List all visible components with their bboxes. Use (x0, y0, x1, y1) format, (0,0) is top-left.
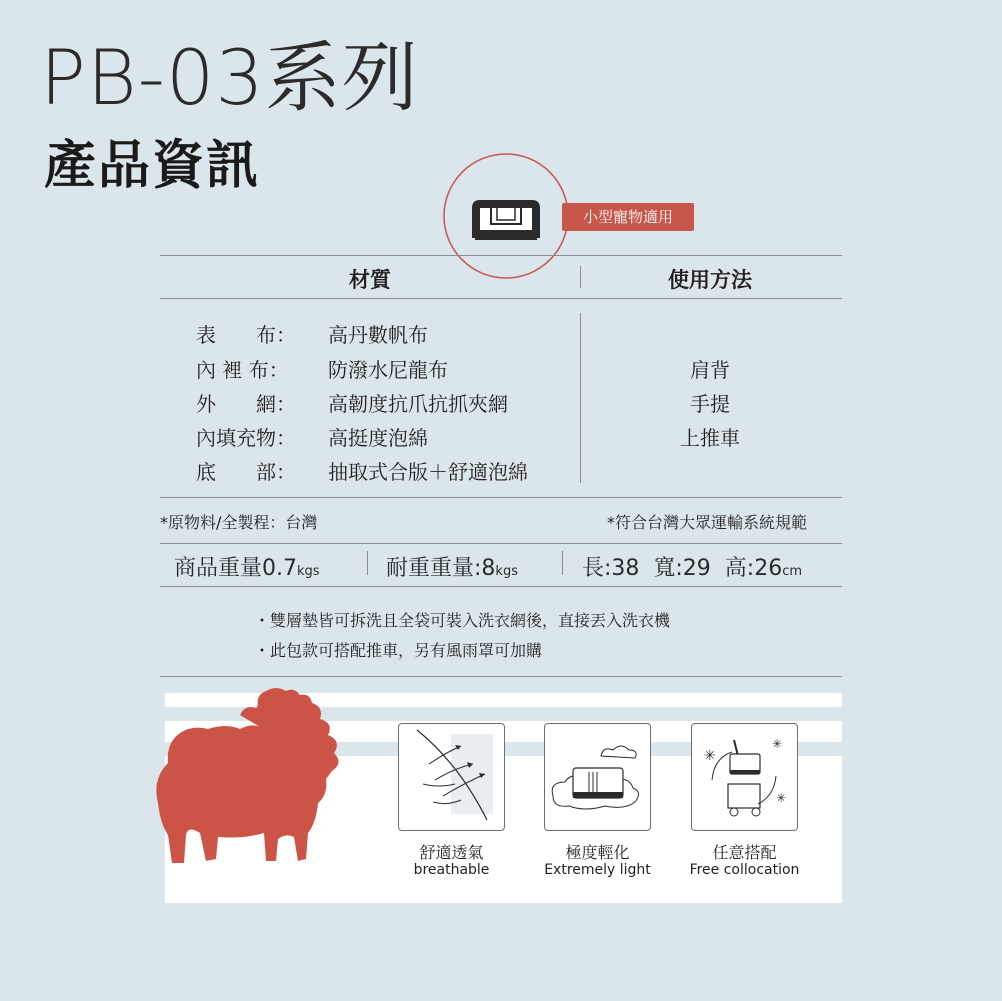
load-weight-unit: kgs (495, 564, 518, 579)
origin-note: *原物料/全製程：台灣 (160, 513, 318, 532)
spec-value: 防潑水尼龍布 (328, 358, 448, 382)
bullets-bottom-rule (160, 676, 842, 677)
feature-label-en: Free collocation (689, 862, 800, 878)
feature-label-en: Extremely light (544, 862, 651, 878)
spec-label: 底 部： (196, 460, 296, 484)
usage-item: 手提 (690, 392, 730, 416)
feature-label-en: breathable (413, 862, 490, 878)
cloud-carrier-icon (545, 724, 649, 829)
product-weight (174, 551, 320, 582)
spec-label: 內 裡 布： (196, 358, 289, 382)
product-weight-unit: kgs (297, 564, 320, 579)
feature-breathable (398, 723, 505, 831)
material-header: 材質 (349, 268, 391, 292)
svg-text:✳: ✳ (776, 791, 787, 805)
page-subtitle: 產品資訊 (44, 136, 261, 196)
stroller-icon (692, 724, 796, 829)
weights-bottom-rule (160, 586, 842, 587)
spec-label: 表 布： (196, 323, 296, 347)
spec-value: 高韌度抗爪抗抓夾網 (328, 392, 508, 416)
feature-label-cn: 極度輕化 (565, 843, 630, 862)
column-divider (580, 313, 581, 483)
dog-silhouette-icon (148, 683, 358, 873)
spec-value: 抽取式合版＋舒適泡綿 (328, 460, 528, 484)
weight-divider (562, 551, 563, 575)
carrier-icon (439, 152, 575, 280)
spec-value: 高挺度泡綿 (328, 426, 428, 450)
header-divider (580, 266, 581, 288)
dimensions-unit: cm (782, 564, 803, 579)
usage-item: 上推車 (680, 426, 740, 450)
spec-label: 外 網： (196, 392, 296, 416)
feature-label-cn: 任意搭配 (712, 843, 777, 862)
usage-header: 使用方法 (668, 268, 752, 292)
dimensions (582, 551, 802, 582)
bullet-item: ・雙層墊皆可拆洗且全袋可裝入洗衣網後，直接丟入洗衣機 (254, 611, 671, 630)
svg-text:✳: ✳ (704, 748, 716, 764)
product-weight-value: 商品重量0.7 (174, 556, 297, 581)
bullet-item: ・此包款可搭配推車，另有風雨罩可加購 (254, 641, 543, 660)
table-bottom-rule (160, 497, 842, 498)
spec-label: 內填充物： (196, 426, 296, 450)
table-header-rule (160, 298, 842, 299)
feature-light (544, 723, 651, 831)
svg-text:✳: ✳ (772, 737, 783, 751)
weight-divider (367, 551, 368, 575)
transport-note: *符合台灣大眾運輸系統規範 (607, 513, 808, 532)
page-title: PB-03系列 (40, 33, 419, 122)
spec-value: 高丹數帆布 (328, 323, 428, 347)
usage-item: 肩背 (690, 358, 730, 382)
airflow-icon (399, 724, 503, 829)
dimensions-value: 長:38 寬:29 高:26 (582, 556, 783, 581)
weights-top-rule (160, 543, 842, 544)
load-weight-value: 耐重重量:8 (386, 556, 496, 581)
load-weight (386, 551, 518, 582)
table-top-rule (160, 255, 842, 256)
feature-collocation (691, 723, 798, 831)
small-pet-badge: 小型寵物適用 (562, 203, 694, 231)
feature-label-cn: 舒適透氣 (419, 843, 484, 862)
